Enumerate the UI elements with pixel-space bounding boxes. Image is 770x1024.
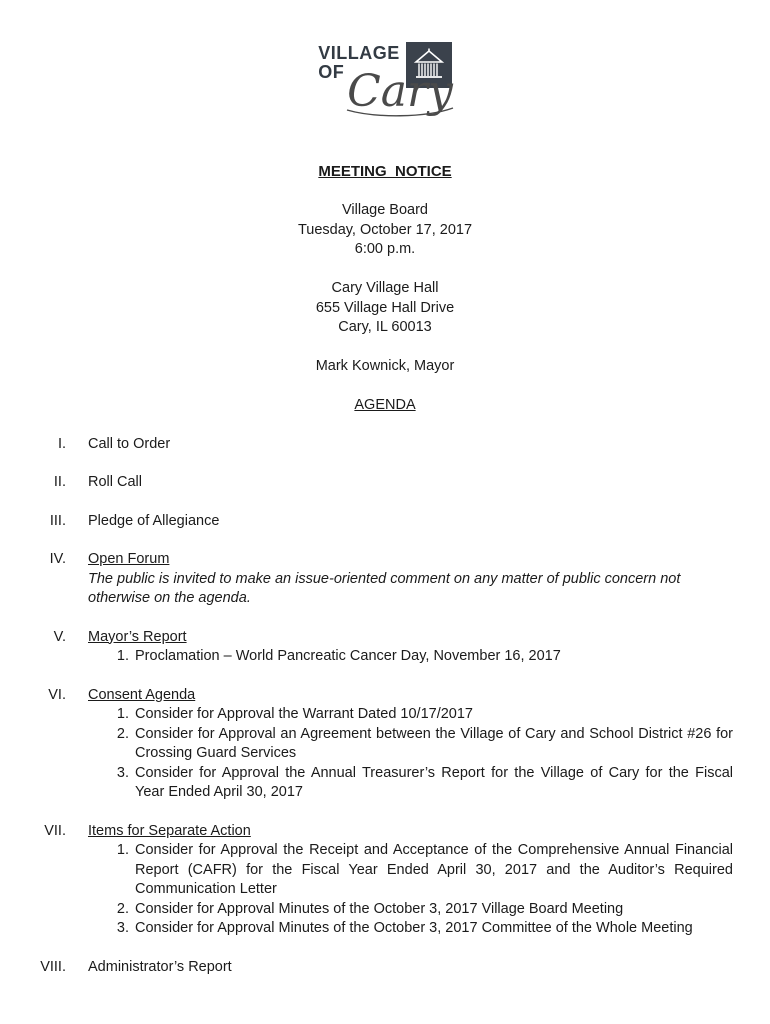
agenda-item-numeral: VI.	[48, 686, 66, 703]
agenda-item-body	[88, 473, 733, 493]
agenda-item-title: Mayor’s Report	[88, 628, 187, 645]
mayor-name: Mark Kownick, Mayor	[315, 358, 455, 374]
agenda-item-body	[88, 435, 733, 455]
venue-address: 655 Village Hall Drive	[315, 299, 455, 316]
agenda-item	[0, 473, 770, 493]
agenda-item-body	[88, 550, 733, 609]
agenda-item-title: Pledge of Allegiance	[88, 512, 220, 529]
agenda-item	[0, 958, 770, 978]
agenda-item-numeral: III.	[49, 512, 66, 529]
agenda-sub-item: 2. Consider for Approval an Agreement between the Village of Cary and School District #26 for Crossing Guard Services	[133, 725, 733, 764]
agenda-item	[0, 435, 770, 455]
meeting-board: Village Board	[342, 202, 428, 218]
agenda-item-numeral: I.	[57, 435, 66, 452]
agenda-item-body	[88, 822, 733, 939]
logo-word-of: OF	[318, 62, 345, 82]
agenda-item-title: Open Forum	[88, 551, 170, 567]
agenda-item	[0, 686, 770, 803]
agenda-sub-item: 3. Consider for Approval the Annual Treasurer’s Report for the Village of Cary for the Fiscal Year Ended April 30, 2017	[133, 764, 733, 803]
agenda-item	[0, 550, 770, 609]
agenda-list	[0, 435, 770, 978]
agenda-item	[0, 628, 770, 667]
agenda-sub-item: 1. Consider for Approval the Warrant Dated 10/17/2017	[133, 705, 733, 725]
agenda-item-title: Roll Call	[88, 474, 142, 490]
agenda-item-title: Administrator’s Report	[88, 958, 232, 975]
agenda-title: AGENDA	[354, 397, 416, 413]
agenda-sub-list	[88, 841, 733, 939]
agenda-sub-item: 2. Consider for Approval Minutes of the October 3, 2017 Village Board Meeting	[133, 900, 733, 920]
agenda-sub-item: 1. Proclamation – World Pancreatic Cancer Day, November 16, 2017	[133, 647, 733, 667]
venue-name: Cary Village Hall	[331, 280, 439, 296]
agenda-sub-item: 1. Consider for Approval the Receipt and Acceptance of the Comprehensive Annual Financial Report (CAFR) for the Fiscal Year Ended April 30, 2017 and the Auditor’s Required Communication Letter	[133, 841, 733, 900]
agenda-item-body	[88, 628, 733, 667]
village-of-cary-logo	[0, 42, 770, 150]
agenda-item-numeral: II.	[53, 474, 66, 490]
agenda-sub-item: 3. Consider for Approval Minutes of the October 3, 2017 Committee of the Whole Meeting	[133, 919, 733, 939]
agenda-item-body	[88, 958, 733, 978]
agenda-item-numeral: VIII.	[40, 958, 66, 975]
agenda-item	[0, 822, 770, 939]
agenda-item-body	[88, 512, 733, 532]
logo-word-village: VILLAGE	[318, 43, 400, 63]
agenda-item-body	[88, 686, 733, 803]
agenda-item-note: The public is invited to make an issue-oriented comment on any matter of public concern not otherwise on the agenda.	[88, 570, 681, 606]
agenda-item-title: Call to Order	[88, 435, 171, 452]
agenda-item-title: Consent Agenda	[88, 686, 196, 703]
agenda-sub-list	[88, 647, 733, 667]
agenda-item-title: Items for Separate Action	[88, 822, 251, 839]
agenda-sub-list	[88, 705, 733, 803]
meeting-time: 6:00 p.m.	[354, 241, 416, 257]
agenda-item-numeral: VII.	[44, 822, 66, 839]
meeting-date: Tuesday, October 17, 2017	[297, 221, 473, 238]
logo-script-cary: Cary	[345, 72, 455, 118]
venue-city-state-zip: Cary, IL 60013	[338, 319, 432, 335]
agenda-item	[0, 512, 770, 532]
meeting-notice-title: MEETING NOTICE	[318, 163, 452, 180]
agenda-item-numeral: IV.	[49, 551, 66, 567]
agenda-item-numeral: V.	[53, 628, 66, 645]
